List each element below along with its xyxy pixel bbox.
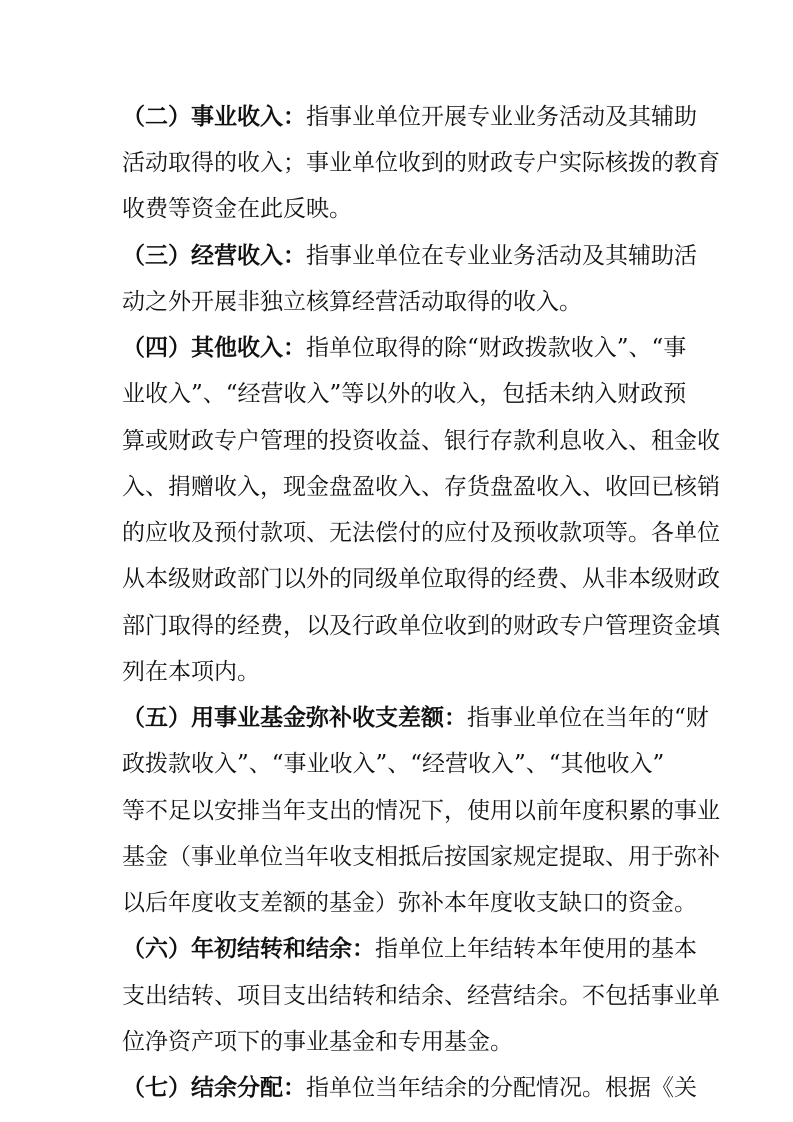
- paragraph-line: [0, 603, 793, 649]
- section-heading: （五）用事业基金弥补收支差额：: [122, 704, 467, 731]
- paragraph-text: 政拨款收入”、“事业收入”、“经营收入”、“其他收入”: [122, 751, 665, 777]
- paragraph-line: [0, 140, 793, 186]
- paragraph-line: [0, 279, 793, 325]
- paragraph-line: [0, 1065, 793, 1111]
- paragraph-line: [0, 695, 793, 741]
- paragraph-line: [0, 418, 793, 464]
- paragraph-text: 指事业单位开展专业业务活动及其辅助: [306, 104, 697, 130]
- paragraph-line: [0, 834, 793, 880]
- section-heading: （三）经营收入：: [122, 242, 306, 269]
- paragraph-text: 业收入”、“经营收入”等以外的收入，包括未纳入财政预: [122, 381, 687, 407]
- paragraph-text: 支出结转、项目支出结转和结余、经营结余。不包括事业单: [122, 983, 720, 1009]
- paragraph-text: 指单位取得的除“财政拨款收入”、“事: [306, 335, 687, 361]
- paragraph-text: 等不足以安排当年支出的情况下，使用以前年度积累的事业: [122, 798, 720, 824]
- paragraph-line: [0, 973, 793, 1019]
- paragraph-line: [0, 233, 793, 279]
- paragraph-text: 动之外开展非独立核算经营活动取得的收入。: [122, 289, 582, 315]
- section-heading: （二）事业收入：: [122, 103, 306, 130]
- paragraph-line: [0, 926, 793, 972]
- paragraph-text: 收费等资金在此反映。: [122, 196, 352, 222]
- paragraph-line: [0, 186, 793, 232]
- paragraph-line: [0, 649, 793, 695]
- paragraph-text: 指事业单位在专业业务活动及其辅助活: [306, 243, 697, 269]
- paragraph-line: [0, 556, 793, 602]
- section-heading: （六）年初结转和结余：: [122, 935, 375, 962]
- paragraph-text: 指单位上年结转本年使用的基本: [375, 936, 697, 962]
- section-heading: （四）其他收入：: [122, 334, 306, 361]
- paragraph-line: [0, 325, 793, 371]
- paragraph-line: [0, 371, 793, 417]
- paragraph-text: 入、捐赠收入，现金盘盈收入、存货盘盈收入、收回已核销: [122, 474, 720, 500]
- paragraph-text: 的应收及预付款项、无法偿付的应付及预收款项等。各单位: [122, 520, 720, 546]
- paragraph-line: [0, 510, 793, 556]
- paragraph-text: 部门取得的经费，以及行政单位收到的财政专户管理资金填: [122, 613, 720, 639]
- paragraph-text: 基金（事业单位当年收支相抵后按国家规定提取、用于弥补: [122, 844, 720, 870]
- paragraph-line: [0, 788, 793, 834]
- section-heading: （七）结余分配：: [122, 1074, 306, 1101]
- paragraph-line: [0, 94, 793, 140]
- paragraph-text: 算或财政专户管理的投资收益、银行存款利息收入、租金收: [122, 428, 720, 454]
- paragraph-line: [0, 1019, 793, 1065]
- paragraph-text: 以后年度收支差额的基金）弥补本年度收支缺口的资金。: [122, 890, 697, 916]
- paragraph-line: [0, 880, 793, 926]
- paragraph-text: 活动取得的收入；事业单位收到的财政专户实际核拨的教育: [122, 150, 720, 176]
- paragraph-text: 指事业单位在当年的“财: [467, 705, 709, 731]
- paragraph-text: 指单位当年结余的分配情况。根据《关: [306, 1075, 697, 1101]
- paragraph-line: [0, 741, 793, 787]
- paragraph-line: [0, 464, 793, 510]
- paragraph-text: 位净资产项下的事业基金和专用基金。: [122, 1029, 513, 1055]
- paragraph-text: 列在本项内。: [122, 659, 260, 685]
- paragraph-text: 从本级财政部门以外的同级单位取得的经费、从非本级财政: [122, 566, 720, 592]
